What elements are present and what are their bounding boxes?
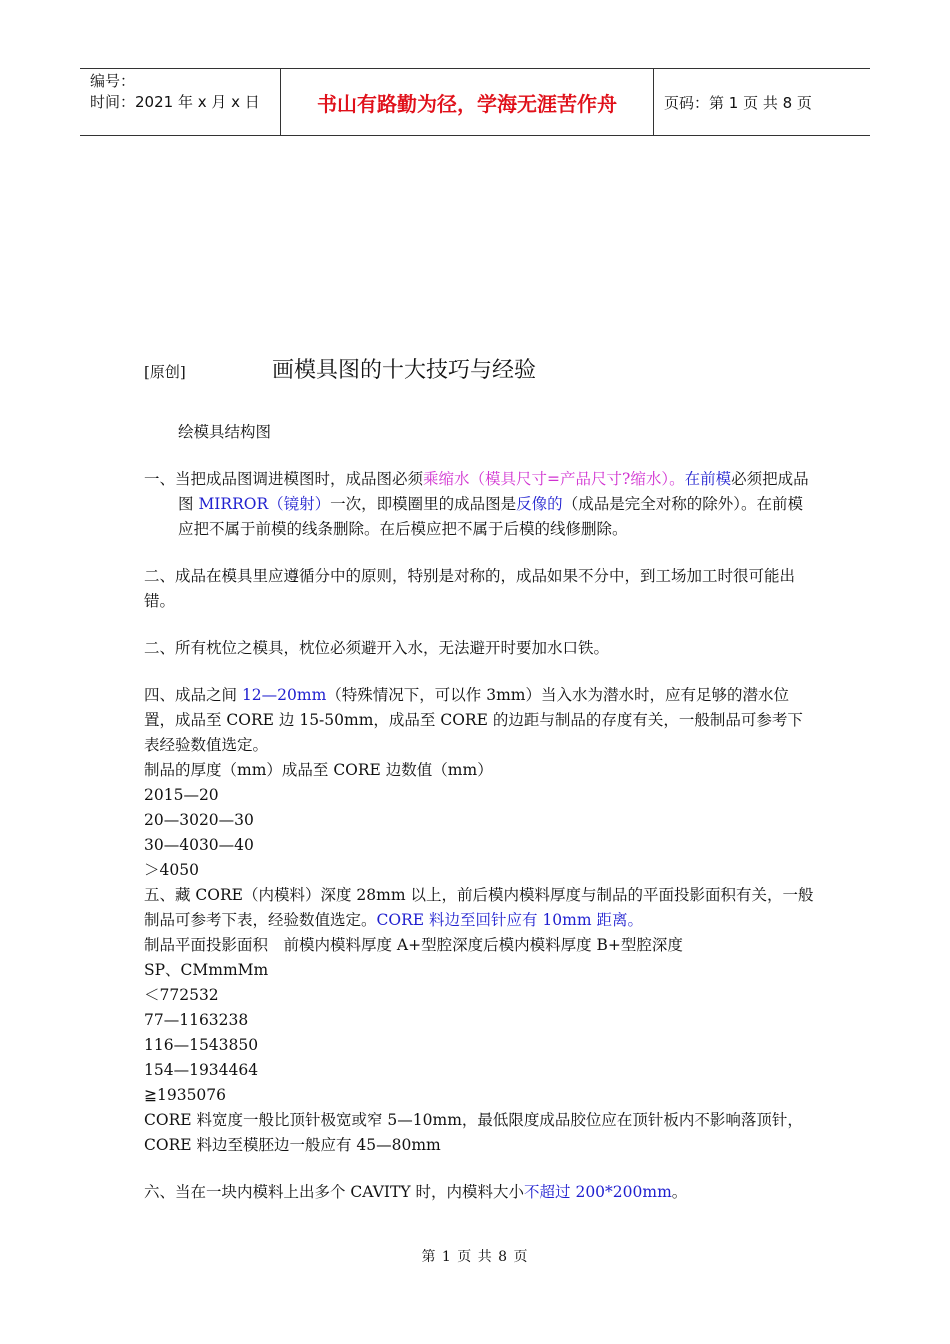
- title-row: [144, 358, 814, 388]
- header-meta: [80, 69, 281, 135]
- p1-reversed: 反像的: [516, 495, 563, 513]
- paragraph-3: 二、所有枕位之模具，枕位必须避开入水，无法避开时要加水口铁。: [144, 639, 610, 657]
- area-table-row: ＜772532: [144, 986, 219, 1004]
- paragraph-6: [144, 1180, 814, 1205]
- p1-text-g: 一次，即模圈里的成品图是: [330, 495, 517, 513]
- document-title: 画模具图的十大技巧与经验: [272, 358, 537, 383]
- paragraph-2: 二、成品在模具里应遵循分中的原则，特别是对称的，成品如果不分中，到工场加工时很可能出错。: [144, 567, 796, 610]
- thickness-table-row: 制品的厚度（mm）成品至 CORE 边数值（mm）: [144, 761, 493, 779]
- paragraph-5-continued: CORE 料宽度一般比顶针极宽或窄 5—10mm，最低限度成品胶位应在顶针板内不影响落顶针，CORE 料边至模胚边一般应有 45—80mm: [144, 1111, 803, 1154]
- p1-text-i: （成品是完全对称的除外）。在前模应把不属于前模的线条删除。在后模应把不属于后模的线修删除。: [178, 495, 803, 538]
- paragraph-5: [144, 883, 814, 933]
- p1-text-a: 一、当把成品图调进模图时，成品图必须: [144, 470, 424, 488]
- p1-front-mold: 在前模: [684, 470, 732, 488]
- paragraph-1: [144, 467, 814, 542]
- area-table-row: 154—1934464: [144, 1061, 259, 1079]
- p4-text-a: 四、成品之间: [144, 686, 242, 704]
- thickness-table-row: 2015—20: [144, 786, 219, 804]
- document-body: [144, 358, 814, 1205]
- paragraph-4: [144, 683, 814, 758]
- thickness-table-row: 20—3020—30: [144, 811, 254, 829]
- thickness-table-row: 30—4030—40: [144, 836, 254, 854]
- thickness-table: [144, 758, 814, 883]
- area-table-row: 制品平面投影面积 前模内模料厚度 A+型腔深度后模内模料厚度 B+型腔深度: [144, 936, 683, 954]
- page-footer: 第 1 页 共 8 页: [421, 1249, 529, 1265]
- page-header: [80, 68, 870, 136]
- p1-shrink-note: 乘缩水（模具尺寸=产品尺寸?缩水）: [423, 470, 670, 488]
- area-table-row: 77—1163238: [144, 1011, 249, 1029]
- p6-text-c: 。: [671, 1183, 688, 1201]
- p6-size-limit: 不超过 200*200mm: [524, 1183, 672, 1201]
- header-page-info: 页码：第 1 页 共 8 页: [664, 93, 812, 112]
- p1-text-c: 。: [669, 470, 685, 488]
- section-subtitle: 绘模具结构图: [178, 423, 272, 441]
- p5-text-a: 五、藏 CORE（内模料）深度 28mm 以上，前后模内模料厚度与制品的平面投影面积有关，一般制品可参考下表，经验数值选定。: [144, 886, 814, 929]
- header-motto: 书山有路勤为径，学海无涯苦作舟: [281, 69, 654, 135]
- thickness-table-row: ＞4050: [144, 861, 199, 879]
- p4-text-c: （特殊情况下，可以作 3mm）当入水为潜水时，应有足够的潜水位置，成品至 CORE 边 15-50mm，成品至 CORE 的边距与制品的存度有关，一般制品可参考下表经验数值选定。: [144, 686, 803, 754]
- area-table: [144, 933, 814, 1108]
- p6-text-a: 六、当在一块内模料上出多个 CAVITY 时，内模料大小: [144, 1183, 525, 1201]
- area-table-row: ≧1935076: [144, 1086, 227, 1104]
- document-number-label: 编号：: [90, 72, 136, 90]
- original-tag: [原创]: [144, 363, 186, 381]
- document-date: 时间：2021 年 x 月 x 日: [90, 93, 260, 111]
- p5-core-note: CORE 料边至回针应有 10mm 距离。: [376, 911, 643, 929]
- area-table-row: 116—1543850: [144, 1036, 259, 1054]
- p1-mirror: MIRROR（镜射）: [198, 495, 331, 513]
- p4-spacing: 12—20mm: [241, 686, 327, 704]
- area-table-row: SP、CMmmMm: [144, 961, 269, 979]
- p1-text-e: 必须把成品图: [178, 470, 809, 513]
